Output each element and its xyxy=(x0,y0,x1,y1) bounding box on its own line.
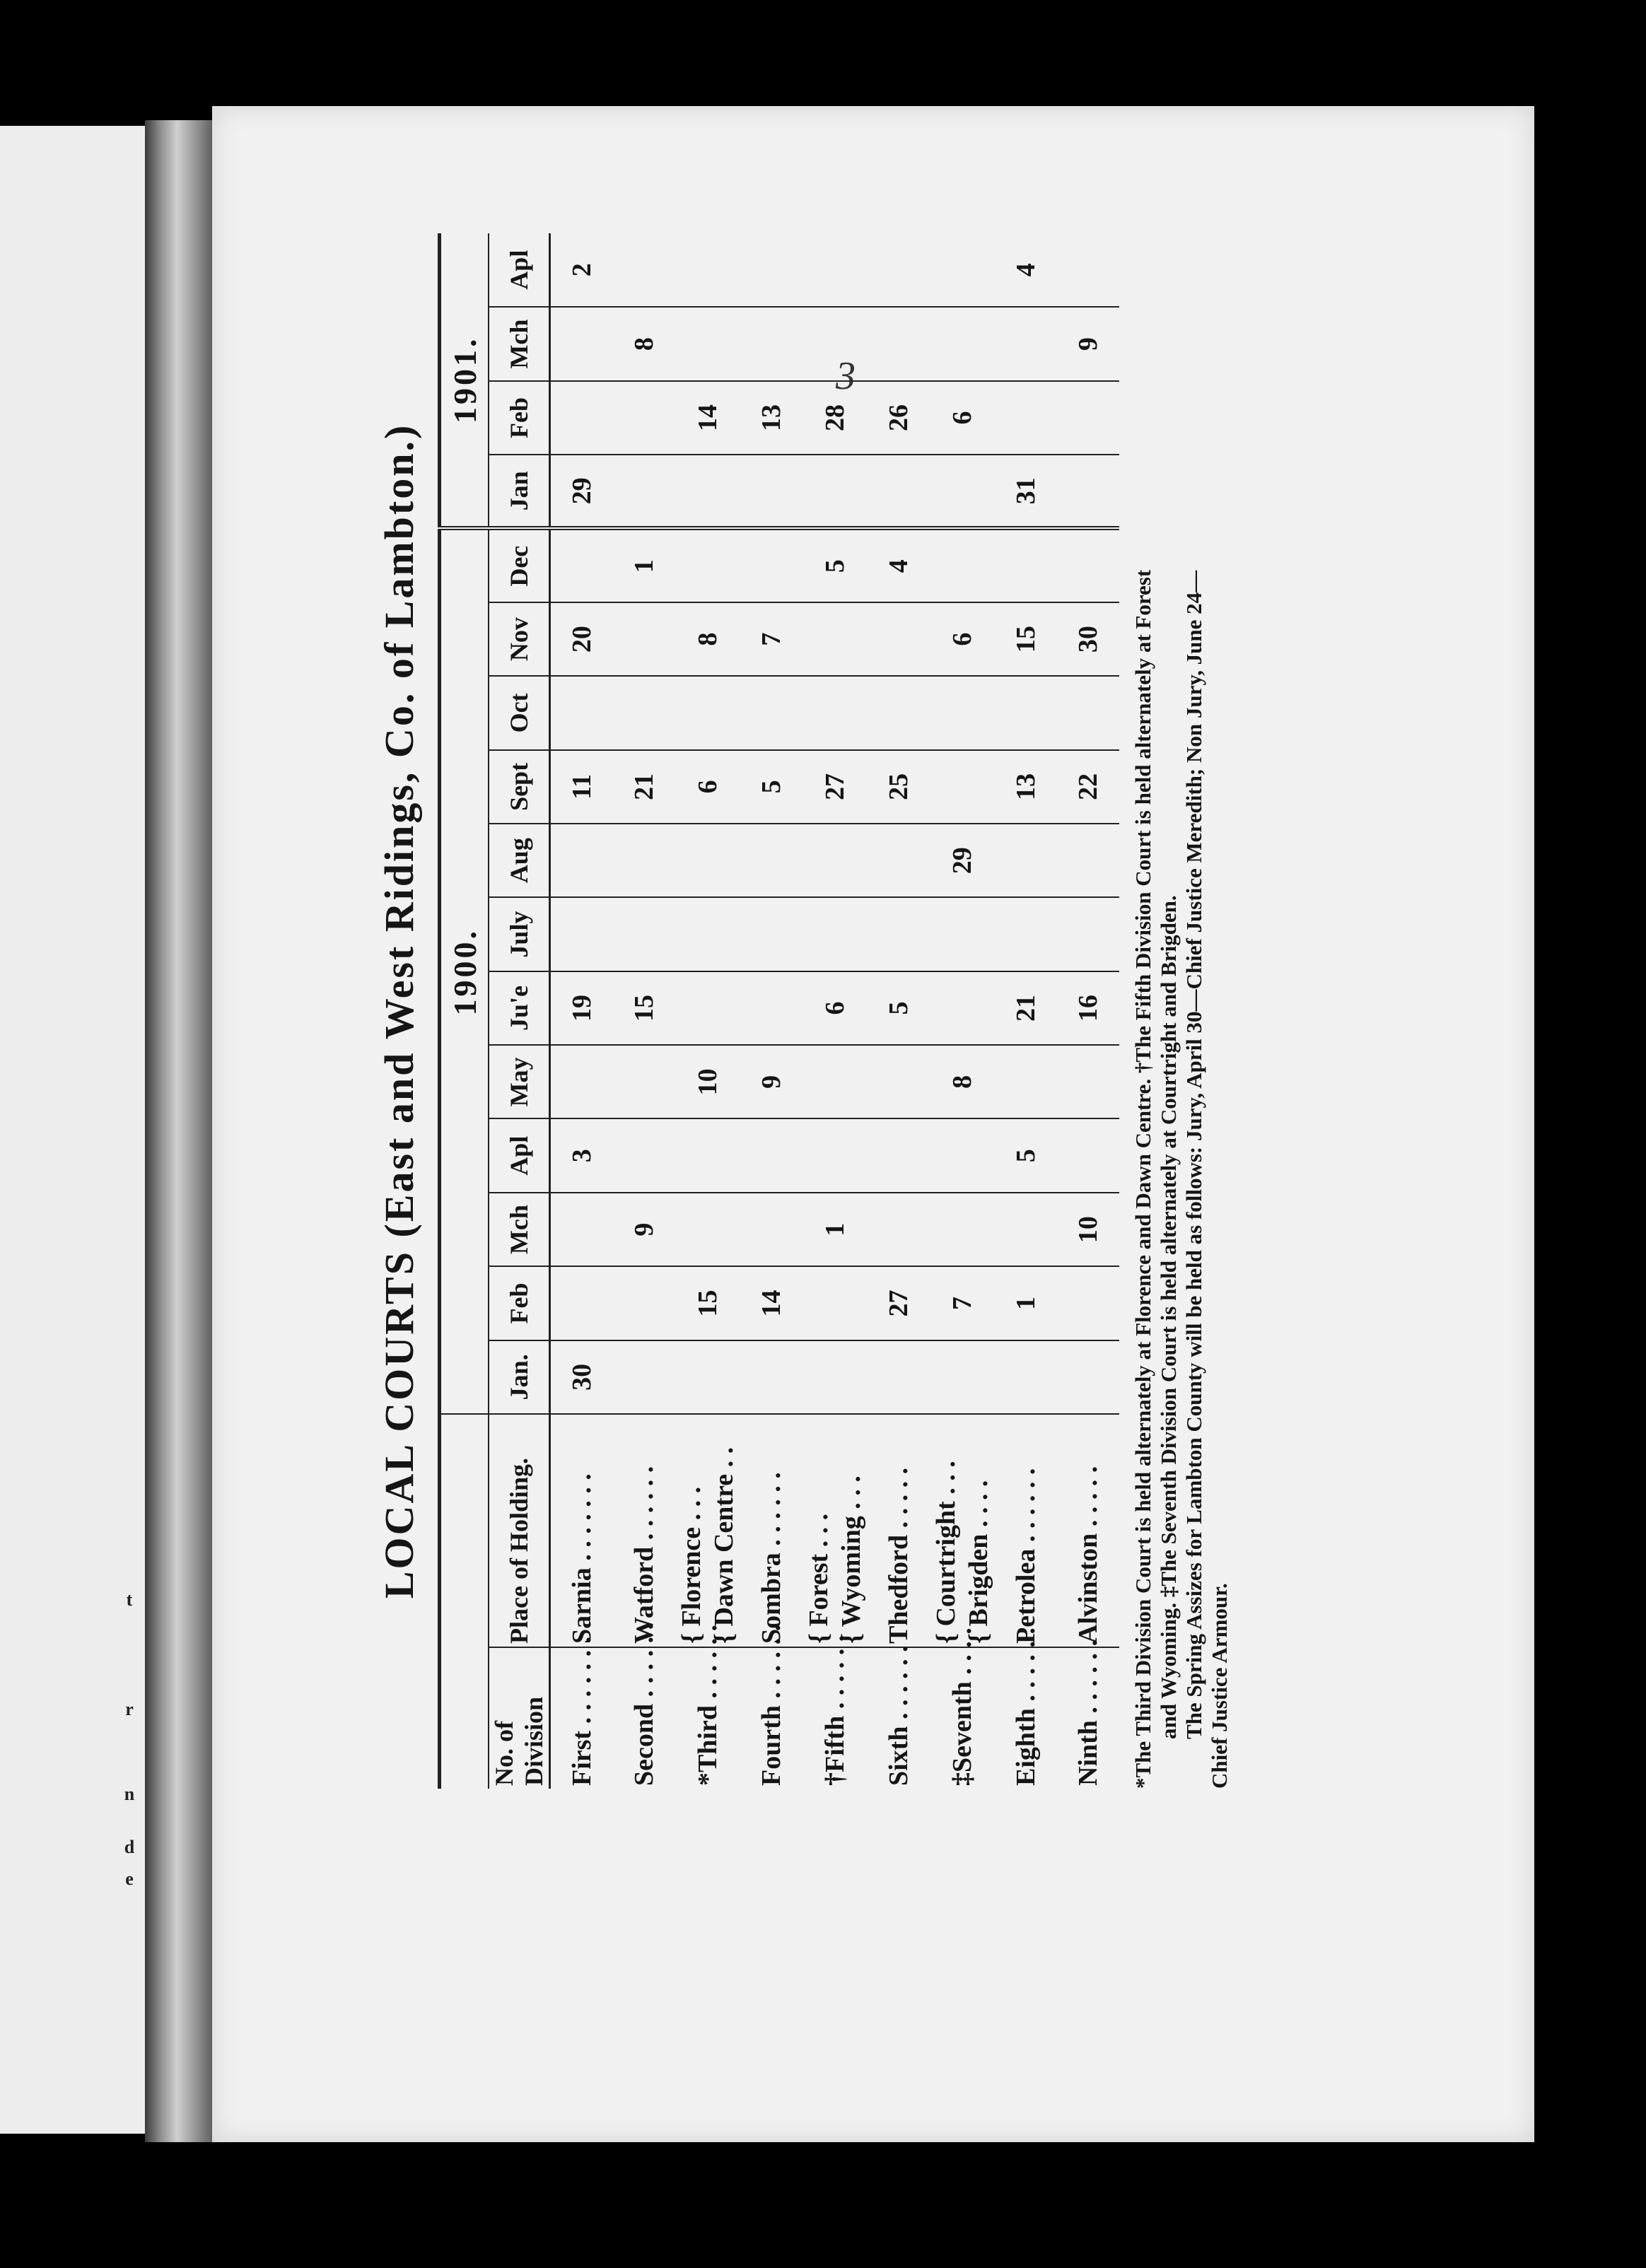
month-header: Nov xyxy=(489,602,550,676)
date-cell xyxy=(550,1266,614,1340)
date-cell xyxy=(1057,1119,1119,1193)
division-cell: Second . . . . . . xyxy=(629,1623,659,1786)
facing-page-fragment: e xyxy=(125,1869,134,1889)
date-cell: 11 xyxy=(550,750,614,824)
date-cell xyxy=(995,381,1057,455)
page-number: 3 xyxy=(836,354,856,398)
place-name: { Florence . . . xyxy=(677,1486,706,1644)
month-header: Mch xyxy=(489,1193,550,1266)
month-header: Apl xyxy=(489,1119,550,1193)
date-cell xyxy=(550,1045,614,1118)
place-cell xyxy=(995,1414,1057,1647)
place-name: { Dawn Centre . . xyxy=(709,1446,739,1644)
date-cell xyxy=(802,307,868,380)
date-cell xyxy=(675,1119,740,1193)
date-cell xyxy=(802,1045,868,1118)
table-row xyxy=(740,233,802,1789)
date-cell xyxy=(740,971,802,1045)
date-cell: 6 xyxy=(675,750,740,824)
place-cell xyxy=(550,1414,614,1647)
month-header: Oct xyxy=(489,676,550,749)
division-cell: Fourth . . . . . . xyxy=(757,1625,786,1786)
date-cell xyxy=(675,307,740,380)
date-cell: 6 xyxy=(802,971,868,1045)
date-cell xyxy=(550,1193,614,1266)
place-cell xyxy=(740,1414,802,1647)
date-cell: 5 xyxy=(740,750,802,824)
date-cell xyxy=(802,233,868,307)
date-cell xyxy=(930,529,995,602)
place-name: Sarnia . . . . . . . xyxy=(567,1473,597,1644)
facing-page xyxy=(0,126,149,2134)
date-cell xyxy=(995,529,1057,602)
place-name: Petrolea . . . . . . xyxy=(1011,1468,1041,1644)
facing-page-fragment: n xyxy=(124,1784,135,1804)
date-cell xyxy=(740,897,802,971)
date-cell: 21 xyxy=(613,750,675,824)
date-cell xyxy=(675,233,740,307)
place-cell xyxy=(675,1414,740,1647)
date-cell xyxy=(550,381,614,455)
date-cell xyxy=(740,824,802,897)
place-cell xyxy=(930,1414,995,1647)
footnote-line: *The Third Division Court is held alternately at Florence and Dawn Centre. †The Fifth Division Court is held alternately at Forest xyxy=(1131,569,1155,1789)
date-cell xyxy=(740,233,802,307)
date-cell: 4 xyxy=(995,233,1057,307)
table-row xyxy=(550,233,614,1789)
date-cell xyxy=(868,233,930,307)
month-header: Feb xyxy=(489,381,550,455)
date-cell: 4 xyxy=(868,529,930,602)
division-cell: Eighth . . . . . . xyxy=(1011,1627,1041,1786)
date-cell: 5 xyxy=(995,1119,1057,1193)
date-cell xyxy=(613,381,675,455)
date-cell xyxy=(613,455,675,528)
date-cell xyxy=(550,529,614,602)
date-cell xyxy=(930,971,995,1045)
date-cell xyxy=(550,824,614,897)
date-cell xyxy=(550,676,614,749)
date-cell: 25 xyxy=(868,750,930,824)
date-cell xyxy=(740,676,802,749)
month-header: July xyxy=(489,897,550,971)
date-cell xyxy=(550,307,614,380)
date-cell xyxy=(613,1119,675,1193)
date-cell xyxy=(740,1340,802,1414)
date-cell: 14 xyxy=(740,1266,802,1340)
date-cell: 9 xyxy=(1057,307,1119,380)
date-cell: 29 xyxy=(930,824,995,897)
date-cell: 21 xyxy=(995,971,1057,1045)
date-cell: 28 xyxy=(802,381,868,455)
place-name: Watford . . . . . . xyxy=(629,1466,659,1644)
date-cell: 27 xyxy=(802,750,868,824)
date-cell: 30 xyxy=(550,1340,614,1414)
month-header: Feb xyxy=(489,1266,550,1340)
date-cell xyxy=(995,824,1057,897)
page-title: LOCAL COURTS (East and West Ridings, Co. of Lambton.) xyxy=(376,423,422,1599)
date-cell xyxy=(868,455,930,528)
date-cell xyxy=(995,1340,1057,1414)
date-cell xyxy=(740,529,802,602)
date-cell: 27 xyxy=(868,1266,930,1340)
date-cell: 29 xyxy=(550,455,614,528)
date-cell xyxy=(675,676,740,749)
division-cell: *Third . . . . . . xyxy=(693,1624,723,1786)
date-cell: 8 xyxy=(613,307,675,380)
date-cell xyxy=(868,1340,930,1414)
date-cell xyxy=(995,676,1057,749)
date-cell xyxy=(868,1119,930,1193)
date-cell xyxy=(675,897,740,971)
month-header: Dec xyxy=(489,529,550,602)
month-header: May xyxy=(489,1045,550,1118)
date-cell xyxy=(930,1119,995,1193)
date-cell xyxy=(1057,233,1119,307)
month-header: Jan xyxy=(489,455,550,528)
date-cell xyxy=(1057,381,1119,455)
date-cell: 20 xyxy=(550,602,614,676)
division-cell: ‡Seventh . . . . xyxy=(947,1627,977,1786)
date-cell xyxy=(613,602,675,676)
date-cell: 15 xyxy=(675,1266,740,1340)
date-cell xyxy=(613,233,675,307)
month-header: Sept xyxy=(489,750,550,824)
date-cell xyxy=(802,455,868,528)
column-header-row xyxy=(489,233,550,1789)
month-header: Aug xyxy=(489,824,550,897)
date-cell xyxy=(740,1193,802,1266)
date-cell xyxy=(675,1340,740,1414)
courts-table xyxy=(438,233,1119,1789)
date-cell xyxy=(930,307,995,380)
date-cell xyxy=(613,897,675,971)
facing-page-fragment: d xyxy=(124,1837,135,1857)
place-name: Sombra . . . . . . xyxy=(757,1472,786,1644)
date-cell xyxy=(995,1193,1057,1266)
date-cell: 1 xyxy=(613,529,675,602)
month-header: Ju'e xyxy=(489,971,550,1045)
footnote-line: Chief Justice Armour. xyxy=(1207,1583,1232,1789)
month-header: Mch xyxy=(489,307,550,380)
footnotes xyxy=(1131,233,1232,1789)
date-cell xyxy=(868,824,930,897)
date-cell: 15 xyxy=(995,602,1057,676)
division-cell: Ninth . . . . . . xyxy=(1073,1639,1103,1786)
date-cell: 13 xyxy=(740,381,802,455)
date-cell xyxy=(868,602,930,676)
date-cell xyxy=(995,307,1057,380)
date-cell xyxy=(1057,676,1119,749)
date-cell xyxy=(995,1045,1057,1118)
table-row xyxy=(995,233,1057,1789)
date-cell xyxy=(1057,455,1119,528)
date-cell: 5 xyxy=(868,971,930,1045)
date-cell xyxy=(930,750,995,824)
date-cell xyxy=(613,824,675,897)
date-cell: 13 xyxy=(995,750,1057,824)
date-cell: 8 xyxy=(675,602,740,676)
place-cell xyxy=(613,1414,675,1647)
table-row xyxy=(930,233,995,1789)
place-cell xyxy=(868,1414,930,1647)
date-cell xyxy=(802,602,868,676)
date-cell xyxy=(1057,897,1119,971)
division-cell: †Fifth . . . . . . xyxy=(820,1635,850,1786)
date-cell xyxy=(995,897,1057,971)
date-cell xyxy=(1057,529,1119,602)
date-cell xyxy=(613,1045,675,1118)
date-cell: 10 xyxy=(1057,1193,1119,1266)
date-cell xyxy=(802,824,868,897)
date-cell: 10 xyxy=(675,1045,740,1118)
date-cell xyxy=(550,897,614,971)
table-row xyxy=(675,233,740,1789)
table-row xyxy=(868,233,930,1789)
facing-page-fragment: r xyxy=(125,1699,134,1719)
date-cell xyxy=(802,676,868,749)
book-spine xyxy=(145,120,216,2142)
year-header-row xyxy=(440,233,489,1789)
date-cell xyxy=(868,307,930,380)
date-cell xyxy=(868,676,930,749)
date-cell: 9 xyxy=(740,1045,802,1118)
date-cell xyxy=(613,1266,675,1340)
date-cell xyxy=(740,455,802,528)
division-cell: Sixth . . . . . . xyxy=(884,1645,914,1786)
table-row xyxy=(802,233,868,1789)
facing-page-fragment: t xyxy=(126,1589,133,1610)
place-header: Place of Holding. xyxy=(489,1414,550,1647)
place-name: { Forest . . . xyxy=(804,1513,834,1644)
date-cell: 16 xyxy=(1057,971,1119,1045)
date-cell: 1 xyxy=(802,1193,868,1266)
place-cell xyxy=(1057,1414,1119,1647)
date-cell: 5 xyxy=(802,529,868,602)
date-cell xyxy=(930,1340,995,1414)
date-cell: 30 xyxy=(1057,602,1119,676)
date-cell xyxy=(802,1340,868,1414)
footnote-line: and Wyoming. ‡The Seventh Division Court is held alternately at Courtright and Brigden. xyxy=(1156,895,1181,1739)
place-name: Thedford . . . . . xyxy=(884,1467,914,1644)
date-cell: 8 xyxy=(930,1045,995,1118)
date-cell xyxy=(930,455,995,528)
place-cell xyxy=(802,1414,868,1647)
date-cell xyxy=(675,455,740,528)
year-1901: 1901. xyxy=(440,233,489,529)
date-cell xyxy=(802,1266,868,1340)
date-cell xyxy=(930,233,995,307)
date-cell: 6 xyxy=(930,602,995,676)
date-cell xyxy=(802,1119,868,1193)
date-cell xyxy=(930,1193,995,1266)
date-cell xyxy=(1057,1266,1119,1340)
date-cell xyxy=(675,1193,740,1266)
date-cell xyxy=(675,971,740,1045)
date-cell: 9 xyxy=(613,1193,675,1266)
date-cell: 6 xyxy=(930,381,995,455)
place-name: Alvinston . . . . . xyxy=(1073,1466,1103,1644)
division-header: No. of Division xyxy=(489,1647,550,1789)
table-row xyxy=(1057,233,1119,1789)
month-header: Apl xyxy=(489,233,550,307)
date-cell: 22 xyxy=(1057,750,1119,824)
date-cell xyxy=(740,1119,802,1193)
date-cell xyxy=(868,1045,930,1118)
date-cell xyxy=(613,1340,675,1414)
date-cell xyxy=(740,307,802,380)
date-cell xyxy=(802,897,868,971)
place-name: { Wyoming . . . xyxy=(836,1475,866,1644)
place-name: { Courtright . . . xyxy=(931,1461,961,1644)
date-cell xyxy=(930,676,995,749)
place-name: { Brigden . . . . xyxy=(964,1480,993,1644)
date-cell: 2 xyxy=(550,233,614,307)
division-cell: First . . . . . . . xyxy=(567,1636,597,1786)
date-cell: 1 xyxy=(995,1266,1057,1340)
date-cell: 14 xyxy=(675,381,740,455)
date-cell: 26 xyxy=(868,381,930,455)
date-cell xyxy=(675,529,740,602)
date-cell: 31 xyxy=(995,455,1057,528)
date-cell xyxy=(868,1193,930,1266)
year-1900: 1900. xyxy=(440,529,489,1415)
footnote-line: The Spring Assizes for Lambton County will be held as follows: Jury, April 30—Chief Justice Meredith; Non Jury, June 24— xyxy=(1181,570,1206,1739)
table-row xyxy=(613,233,675,1789)
date-cell xyxy=(930,897,995,971)
date-cell xyxy=(613,676,675,749)
date-cell: 7 xyxy=(930,1266,995,1340)
date-cell xyxy=(868,897,930,971)
date-cell: 19 xyxy=(550,971,614,1045)
date-cell xyxy=(1057,1340,1119,1414)
date-cell xyxy=(1057,1045,1119,1118)
date-cell: 3 xyxy=(550,1119,614,1193)
date-cell xyxy=(1057,824,1119,897)
month-header: Jan. xyxy=(489,1340,550,1414)
courts-table-body xyxy=(550,233,1120,1789)
date-cell: 15 xyxy=(613,971,675,1045)
date-cell xyxy=(675,824,740,897)
rotated-content xyxy=(371,198,1262,1824)
date-cell: 7 xyxy=(740,602,802,676)
